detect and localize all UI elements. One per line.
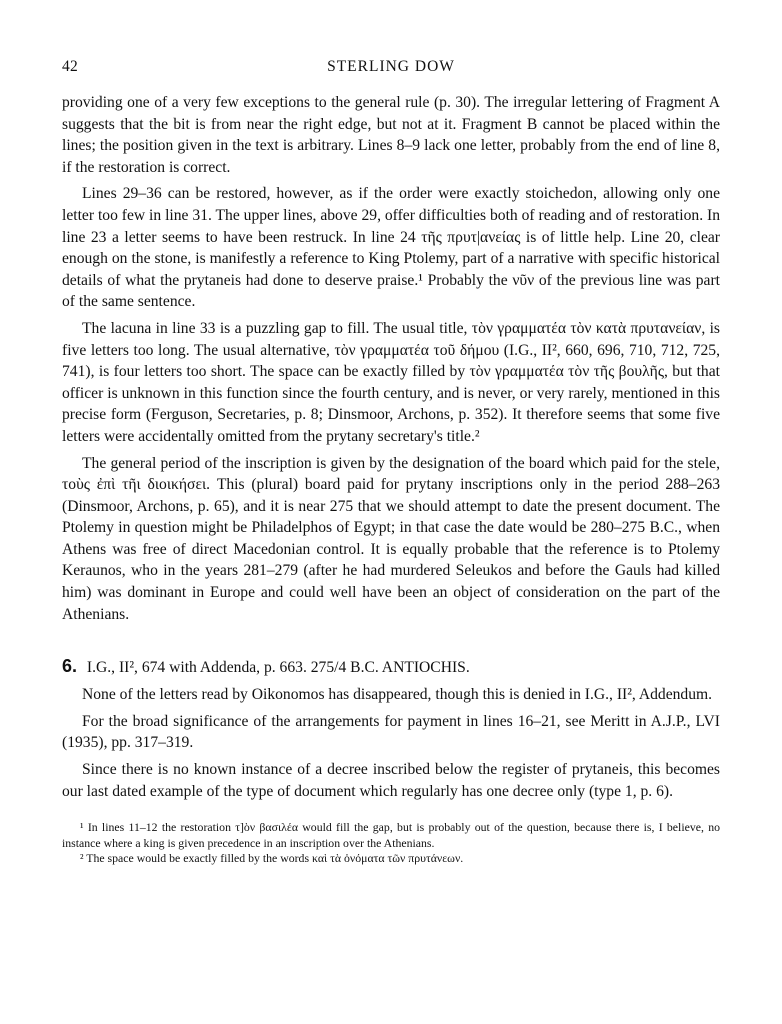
footnotes xyxy=(62,820,720,867)
main-text xyxy=(62,92,720,802)
paragraph: Lines 29–36 can be restored, however, as if the order were exactly stoichedon, allowing only one letter too few in line 31. The upper lines, above 29, offer difficulties both of reading and of restoration. In line 23 a letter seems to have been restruck. In line 24 τῆς πρυτ|ανείας is of little help. Line 20, clear enough on the stone, is manifestly a reference to King Ptolemy, part of a narrative with specific historical details of what the prytaneis had done to deserve praise.¹ Probably the νῦν of the previous line was part of the same sentence. xyxy=(62,185,720,311)
footnote: ² The space would be exactly filled by the words καὶ τὰ ὀνόματα τῶν πρυτάνεων. xyxy=(80,851,464,866)
paragraph: Since there is no known instance of a decree inscribed below the register of prytaneis, this becomes our last dated example of the type of document which regularly has one decree only (type 1, p. 6). xyxy=(62,761,720,800)
section-heading xyxy=(62,655,720,679)
paragraph: The lacuna in line 33 is a puzzling gap to fill. The usual title, τὸν γραμματέα τὸν κατὰ πρυτανείαν, is five letters too long. The usual alternative, τὸν γραμματέα τοῦ δήμου (I.G., II², 660, 696, 710, 712, 725, 741), is four letters too short. The space can be exactly filled by τὸν γραμματέα τὸν τῆς βουλῆς, but that officer is unknown in this function since the fourth century, and is never, or very rarely, mentioned in this precise form (Ferguson, Secretaries, p. 8; Dinsmoor, Archons, p. 352). It therefore seems that some five letters were accidentally omitted from the prytany secretary's title.² xyxy=(62,319,720,445)
running-title: STERLING DOW xyxy=(327,58,455,75)
page-number: 42 xyxy=(62,58,79,75)
page xyxy=(62,58,720,867)
footnote: ¹ In lines 11–12 the restoration τ]ὸν βασιλέα would fill the gap, but is probably out of the question, because there is, I believe, no instance where a king is given precedence in an inscription over the Athenians. xyxy=(62,820,720,850)
paragraph: providing one of a very few exceptions to the general rule (p. 30). The irregular lettering of Fragment A suggests that the bit is from near the right edge, but not at it. Fragment B cannot be placed within the lines; the position given in the text is arbitrary. Lines 8–9 lack one letter, probably from the end of line 8, if the restoration is correct. xyxy=(62,94,720,176)
paragraph: None of the letters read by Oikonomos has disappeared, though this is denied in I.G., II², Addendum. xyxy=(82,686,713,704)
paragraph: The general period of the inscription is given by the designation of the board which paid for the stele, τοὺς ἐπὶ τῆι διοικήσει. This (plural) board paid for prytany inscriptions only in the period 288–263 (Dinsmoor, Archons, p. 65), and it is near 275 that we should attempt to date the present document. The Ptolemy in question might be Philadelphos of Egypt; in that case the date would be 280–275 B.C., when Athens was free of direct Macedonian control. It is equally probable that the reference is to Ptolemy Keraunos, who in the years 281–279 (after he had murdered Seleukos and before the Gauls had killed him) was dominant in Europe and could well have been an object of consideration on the part of the Athenians. xyxy=(62,454,720,623)
paragraph: For the broad significance of the arrangements for payment in lines 16–21, see Meritt in A.J.P., LVI (1935), pp. 317–319. xyxy=(62,712,720,752)
section-title: I.G., II², 674 with Addenda, p. 663. 275/4 B.C. ANTIOCHIS. xyxy=(86,659,470,677)
section-number: 6. xyxy=(62,656,78,677)
page-header xyxy=(62,58,720,84)
